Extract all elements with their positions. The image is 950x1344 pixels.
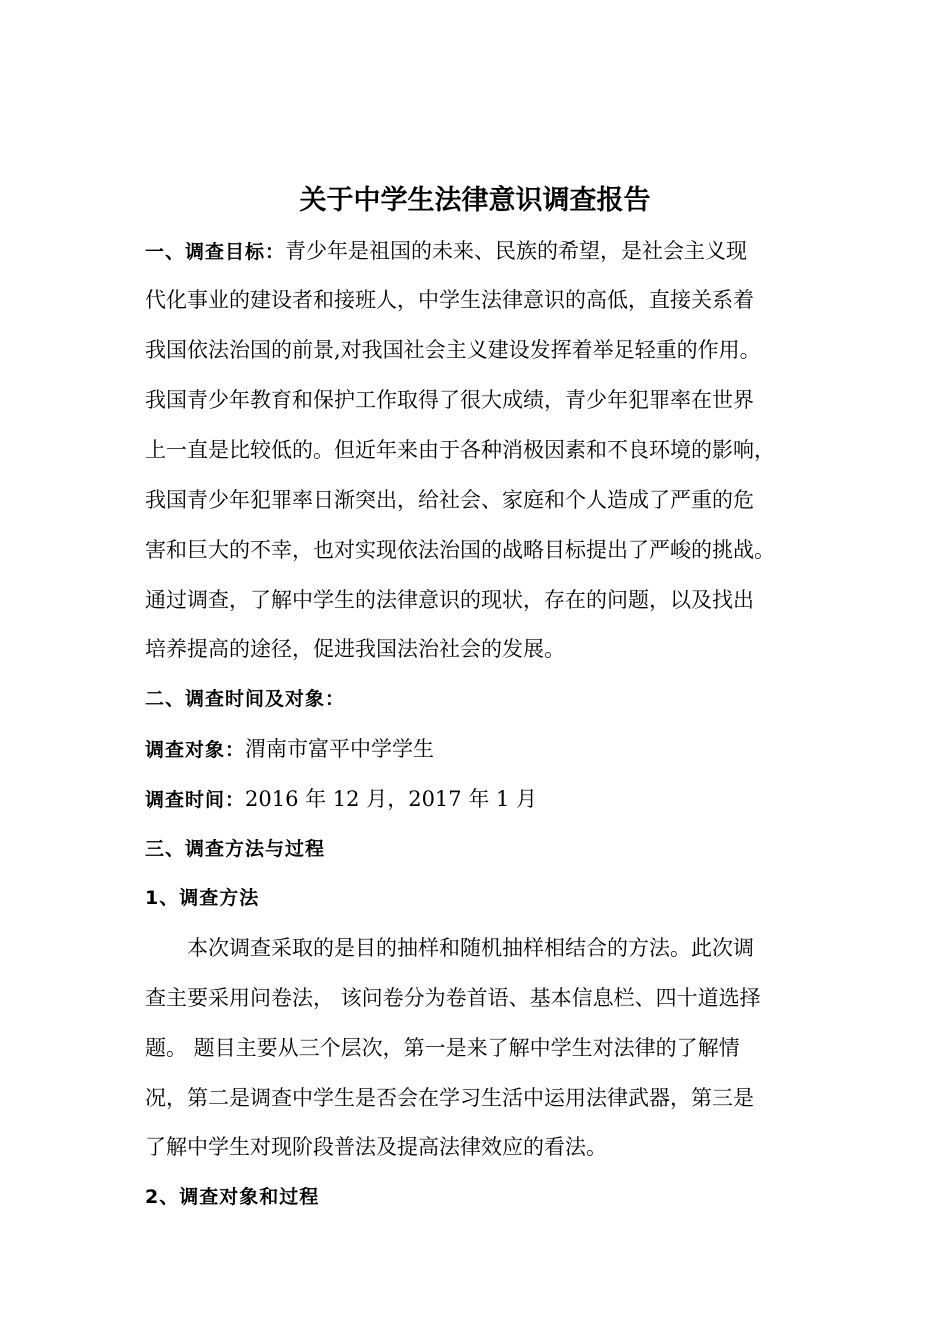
survey-subject-value: 渭南市富平中学学生: [245, 737, 435, 761]
survey-time-label: 调查时间：: [145, 789, 246, 811]
survey-time-value: 2016 年 12 月，2017 年 1 月: [245, 787, 538, 811]
paragraph-line: [145, 236, 747, 267]
document-title: 关于中学生法律意识调查报告: [299, 185, 651, 216]
paragraph-line: 害和巨大的不幸，也对实现依法治国的战略目标提出了严峻的挑战。: [145, 538, 775, 562]
survey-time: [145, 784, 537, 815]
paragraph-line: 了解中学生对现阶段普法及提高法律效应的看法。: [145, 1135, 607, 1159]
paragraph-line: 我国依法治国的前景,对我国社会主义建设发挥着举足轻重的作用。: [145, 338, 761, 362]
section-heading: 三、调查方法与过程: [145, 838, 326, 860]
subsection-heading: 1、调查方法: [145, 887, 260, 909]
survey-subject: [145, 734, 434, 765]
section-heading: 一、调查目标：: [145, 241, 286, 263]
paragraph-line: 培养提高的途径，促进我国法治社会的发展。: [145, 637, 565, 661]
paragraph-line: 题。 题目主要从三个层次，第一是来了解中学生对法律的了解情: [145, 1036, 740, 1060]
subsection-heading: 2、调查对象和过程: [145, 1186, 320, 1208]
paragraph-line: 我国青少年教育和保护工作取得了很大成绩，青少年犯罪率在世界: [145, 388, 754, 412]
paragraph-line: 代化事业的建设者和接班人，中学生法律意识的高低，直接关系着: [145, 288, 754, 312]
paragraph-line: 况，第二是调查中学生是否会在学习生活中运用法律武器，第三是: [145, 1086, 754, 1110]
paragraph-line: 上一直是比较低的。但近年来由于各种消极因素和不良环境的影响，: [145, 438, 775, 462]
paragraph-text: 青少年是祖国的未来、民族的希望，是社会主义现: [285, 239, 748, 263]
section-heading: 二、调查时间及对象：: [145, 688, 346, 710]
paragraph-line: 我国青少年犯罪率日渐突出，给社会、家庭和个人造成了严重的危: [145, 488, 754, 512]
paragraph-line: 本次调查采取的是目的抽样和随机抽样相结合的方法。此次调: [187, 936, 754, 960]
paragraph-line: 查主要采用问卷法， 该问卷分为卷首语、基本信息栏、四十道选择: [145, 986, 761, 1010]
survey-subject-label: 调查对象：: [145, 739, 246, 761]
paragraph-line: 通过调查，了解中学生的法律意识的现状，存在的问题，以及找出: [145, 588, 754, 612]
